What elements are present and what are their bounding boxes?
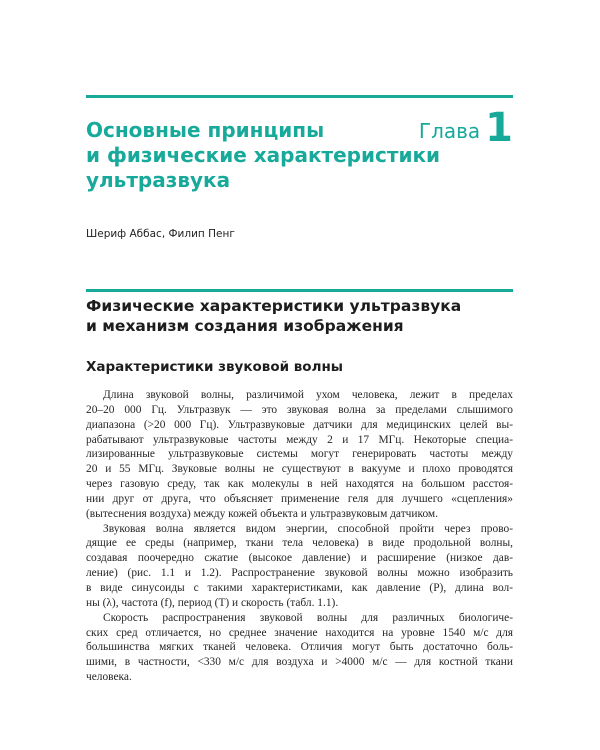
paragraph-line: (вытеснения воздуха) между кожей объекта и ультразвуковым датчиком.	[86, 507, 438, 520]
paragraph-line: Звуковая волна является видом энергии, способной пройти через прово-	[103, 522, 513, 535]
chapter-authors: Шериф Аббас, Филип Пенг	[86, 228, 235, 240]
chapter-title-line: ультразвука	[86, 168, 231, 192]
paragraph	[86, 522, 513, 611]
paragraph-line: шими, в частности, <330 м/с для воздуха и >4000 м/с — для костной ткани	[86, 656, 513, 669]
subsection-title: Характеристики звуковой волны	[86, 359, 344, 375]
paragraph-line: дящие ее среды (например, ткани тела человека) в виде продольной волны,	[86, 537, 513, 550]
paragraph-line: создавая поочередно сжатие (высокое давление) и расширение (низкое дав-	[86, 552, 513, 565]
paragraph-line: человека.	[86, 671, 132, 684]
paragraph-line: большинства мягких тканей человека. Отличия могут быть достаточно боль-	[86, 641, 513, 654]
chapter-label	[419, 106, 513, 150]
paragraph-line: 20–20 000 Гц. Ультразвук — это звуковая волна за пределами слышимого	[86, 403, 513, 416]
paragraph-line: Скорость распространения звуковой волны для различных биологиче-	[103, 611, 513, 624]
section-title-line: Физические характеристики ультразвука	[86, 297, 462, 315]
paragraph-line: 20 и 55 МГц. Звуковые волны не существуют в вакууме и плохо проводятся	[86, 463, 513, 476]
paragraph-line: рабатывают ультразвуковые частоты между 2 и 17 МГц. Некоторые специа-	[86, 433, 513, 446]
body-text	[86, 388, 513, 685]
paragraph-line: ны (λ), частота (f), период (T) и скорость (табл. 1.1).	[86, 596, 339, 609]
section-title	[86, 296, 513, 336]
paragraph	[86, 611, 513, 685]
paragraph-line: ских сред отличается, но среднее значение находится на уровне 1540 м/с для	[86, 626, 513, 639]
chapter-title	[86, 118, 441, 193]
paragraph-line: ление) (рис. 1.1 и 1.2). Распространение звуковой волны можно изобразить	[86, 567, 513, 580]
chapter-top-rule	[86, 95, 513, 98]
chapter-title-line: и физические характеристики	[86, 143, 441, 167]
paragraph-line: через газовую среду, так как молекулы в ней находятся на большом расстоя-	[86, 478, 513, 491]
paragraph	[86, 388, 513, 522]
paragraph-line: Длина звуковой волны, различимой ухом человека, лежит в пределах	[103, 389, 513, 401]
paragraph-line: диапазона (>20 000 Гц). Ультразвуковые датчики для медицинских целей вы-	[86, 418, 513, 431]
chapter-title-line: Основные принципы	[86, 118, 325, 142]
chapter-number: 1	[485, 105, 513, 151]
section-title-line: и механизм создания изображения	[86, 317, 404, 335]
paragraph-line: в виде синусоиды с такими характеристиками, как давление (P), длина вол-	[86, 581, 513, 594]
paragraph-line: нии друг от друга, что объясняет применение геля для лучшего «сцепления»	[86, 492, 513, 505]
paragraph-line: лизированные ультразвуковые системы могут генерировать частоты между	[86, 448, 513, 461]
section-top-rule	[86, 289, 513, 292]
chapter-label-word: Глава	[418, 119, 481, 143]
